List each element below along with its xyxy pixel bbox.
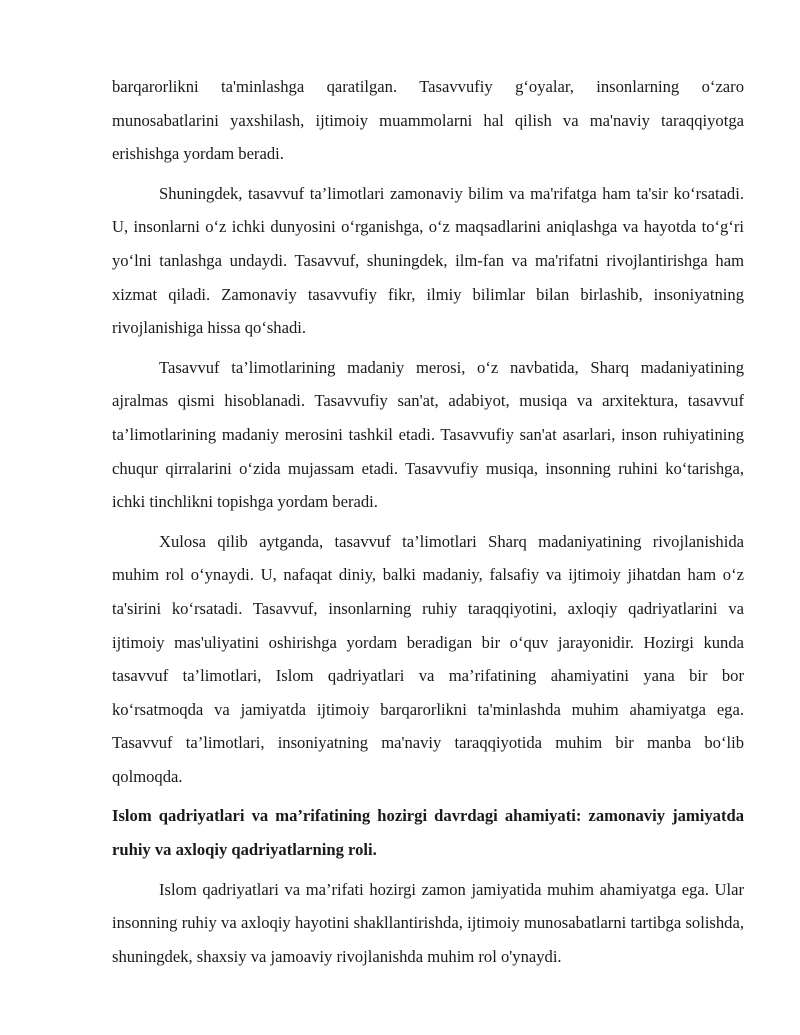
paragraph-islamic-values: Islom qadriyatlari va ma’rifati hozirgi zamon jamiyatida muhim ahamiyatga ega. Ular insonning ruhiy va axloqiy hayotini shakllantirishda, ijtimoiy munosabatlarni tartibga solishda, shuningdek, shaxsiy va jamoaviy rivojlanishda muhim rol o'ynaydi. xyxy=(112,879,744,966)
document-page xyxy=(112,70,744,973)
paragraph-continuation: barqarorlikni ta'minlashga qaratilgan. Tasavvufiy g‘oyalar, insonlarning o‘zaro munosabatlarini yaxshilash, ijtimoiy muammolarni hal qilish va ma'naviy taraqqiyotga erishishga yordam beradi. xyxy=(112,77,744,164)
section-heading: Islom qadriyatlari va ma’rifatining hozirgi davrdagi ahamiyati: zamonaviy jamiyatda ruhiy va axloqiy qadriyatlarning roli. xyxy=(112,806,744,860)
paragraph-cultural-heritage: Tasavvuf ta’limotlarining madaniy merosi, o‘z navbatida, Sharq madaniyatining ajralmas qismi hisoblanadi. Tasavvufiy san'at, adabiyot, musiqa va arxitektura, tasavvuf ta’limotlarining madaniy merosini tashkil etadi. Tasavvufiy san'at asarlari, inson ruhiyatining chuqur qirralarini o‘zida mujassam etadi. Tasavvufiy musiqa, insonning ruhini ko‘tarishga, ichki tinchlikni topishga yordam beradi. xyxy=(112,357,744,512)
paragraph-conclusion: Xulosa qilib aytganda, tasavvuf ta’limotlari Sharq madaniyatining rivojlanishida muhim rol o‘ynaydi. U, nafaqat diniy, balki madaniy, falsafiy va ijtimoiy jihatdan ham o‘z ta'sirini ko‘rsatadi. Tasavvuf, insonlarning ruhiy taraqqiyotini, axloqiy qadriyatlarini va ijtimoiy mas'uliyatini oshirishga yordam beradigan bir o‘quv jarayonidir. Hozirgi kunda tasavvuf ta’limotlari, Islom qadriyatlari va ma’rifatining ahamiyatini yana bir bor ko‘rsatmoqda va jamiyatda ijtimoiy barqarorlikni ta'minlashda muhim ahamiyatga ega. Tasavvuf ta’limotlari, insoniyatning ma'naviy taraqqiyotida muhim bir manba bo‘lib qolmoqda. xyxy=(112,531,744,786)
paragraph-tasavvuf-knowledge: Shuningdek, tasavvuf ta’limotlari zamonaviy bilim va ma'rifatga ham ta'sir ko‘rsatadi. U, insonlarni o‘z ichki dunyosini o‘rganishga, o‘z maqsadlarini aniqlashga va hayotda to‘g‘ri yo‘lni tanlashga undaydi. Tasavvuf, shuningdek, ilm-fan va ma'rifatni rivojlantirishga ham xizmat qiladi. Zamonaviy tasavvufiy fikr, ilmiy bilimlar bilan birlashib, insoniyatning rivojlanishiga hissa qo‘shadi. xyxy=(112,183,744,338)
